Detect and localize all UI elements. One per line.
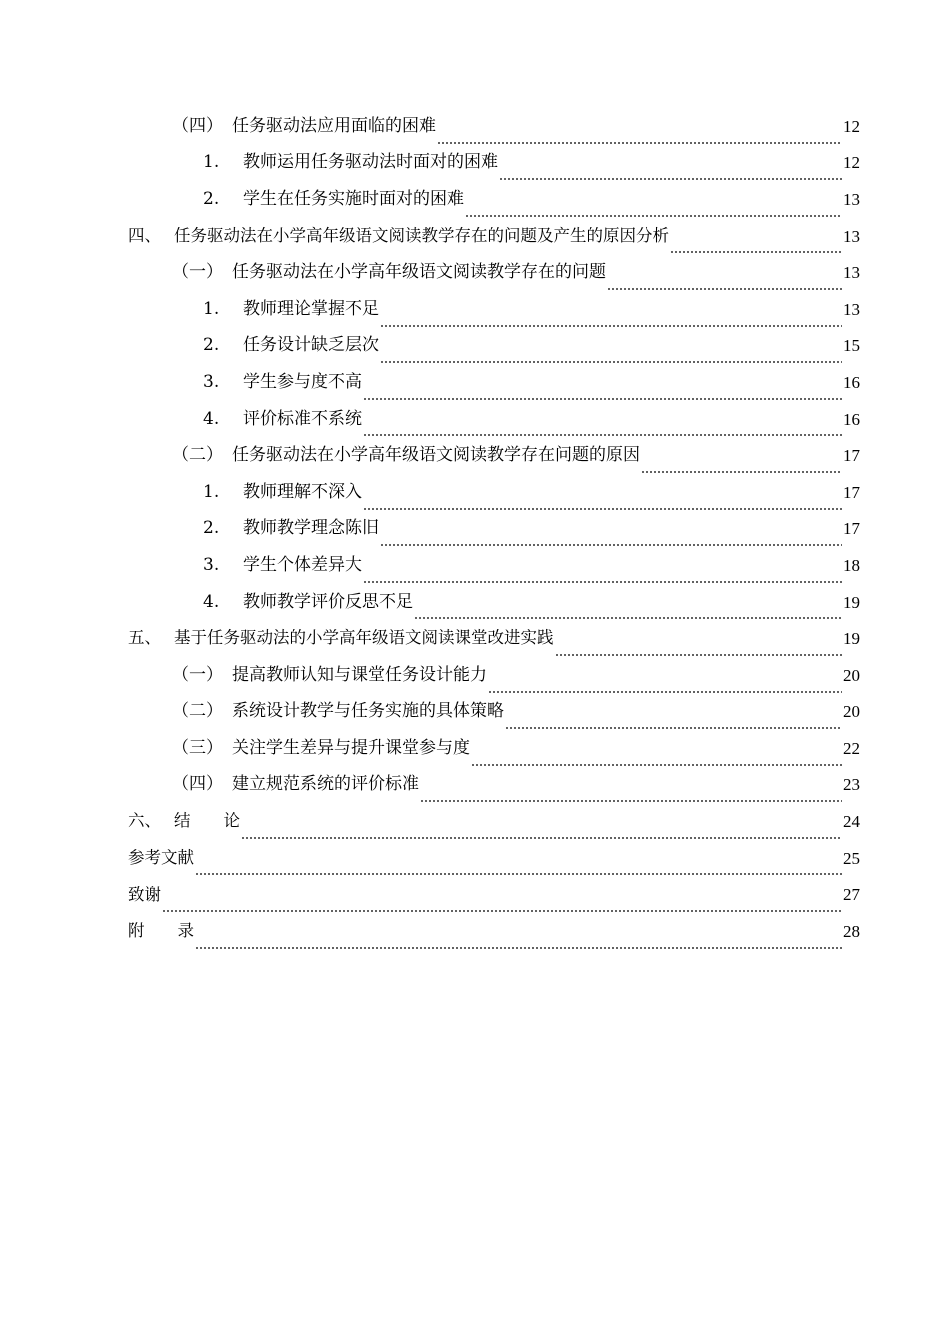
- toc-entry[interactable]: [0, 584, 950, 621]
- toc-entry-number: 2.: [203, 518, 220, 539]
- toc-dot-leader: [437, 129, 842, 145]
- toc-entry-number: 六、: [128, 811, 161, 831]
- toc-entry-number: 四、: [128, 225, 161, 245]
- toc-entry-page: 17: [843, 482, 860, 502]
- toc-entry-number: 2.: [203, 335, 220, 356]
- toc-entry-title: 教师教学理念陈旧: [243, 518, 379, 539]
- toc-entry-title: 任务驱动法在小学高年级语文阅读教学存在的问题: [232, 262, 606, 283]
- toc-entry-page: 13: [843, 263, 860, 283]
- toc-entry[interactable]: [0, 803, 950, 840]
- toc-entry-number: （四）: [172, 774, 223, 795]
- toc-entry[interactable]: [0, 657, 950, 694]
- toc-dot-leader: [414, 604, 842, 620]
- toc-entry-page: 20: [843, 665, 860, 685]
- toc-entry-title: 致谢: [128, 884, 161, 904]
- toc-entry-page: 24: [843, 812, 860, 832]
- toc-entry-number: 3.: [203, 371, 220, 392]
- toc-entry-number: 4.: [203, 591, 220, 612]
- toc-entry[interactable]: [0, 181, 950, 218]
- toc-entry[interactable]: [0, 620, 950, 657]
- toc-dot-leader: [363, 568, 842, 584]
- toc-entry-title: 任务设计缺乏层次: [243, 335, 379, 356]
- toc-entry[interactable]: [0, 694, 950, 731]
- toc-entry-page: 22: [843, 738, 860, 758]
- table-of-contents: [0, 108, 950, 950]
- toc-dot-leader: [499, 165, 842, 181]
- toc-entry-number: 2.: [203, 188, 220, 209]
- toc-entry-number: （四）: [172, 115, 223, 136]
- toc-entry-title: 教师理解不深入: [243, 481, 362, 502]
- toc-entry-title: 基于任务驱动法的小学高年级语文阅读课堂改进实践: [174, 628, 554, 648]
- toc-entry-number: 1.: [203, 152, 220, 173]
- toc-dot-leader: [465, 202, 842, 218]
- toc-dot-leader: [555, 641, 843, 657]
- toc-entry-title: 任务驱动法在小学高年级语文阅读教学存在的问题及产生的原因分析: [174, 225, 669, 245]
- toc-entry-title: 学生参与度不高: [243, 371, 362, 392]
- toc-entry[interactable]: [0, 840, 950, 877]
- toc-entry-page: 12: [843, 153, 860, 173]
- toc-entry[interactable]: [0, 254, 950, 291]
- toc-dot-leader: [607, 275, 842, 291]
- toc-entry-title: 结 论: [174, 811, 240, 831]
- toc-entry-title: 参考文献: [128, 847, 194, 867]
- toc-entry[interactable]: [0, 218, 950, 255]
- toc-dot-leader: [488, 678, 842, 694]
- toc-entry-page: 18: [843, 555, 860, 575]
- toc-dot-leader: [641, 458, 842, 474]
- toc-entry-title: 提高教师认知与课堂任务设计能力: [232, 664, 487, 685]
- toc-entry-title: 评价标准不系统: [243, 408, 362, 429]
- toc-entry-title: 教师教学评价反思不足: [243, 591, 413, 612]
- toc-entry[interactable]: [0, 364, 950, 401]
- toc-entry-number: 3.: [203, 554, 220, 575]
- toc-dot-leader: [363, 421, 842, 437]
- toc-dot-leader: [420, 787, 842, 803]
- toc-entry-page: 17: [843, 519, 860, 539]
- toc-entry-title: 建立规范系统的评价标准: [232, 774, 419, 795]
- toc-dot-leader: [162, 897, 842, 913]
- toc-entry-page: 23: [843, 775, 860, 795]
- toc-entry[interactable]: [0, 547, 950, 584]
- toc-entry-number: （一）: [172, 262, 223, 283]
- toc-entry[interactable]: [0, 291, 950, 328]
- toc-dot-leader: [380, 531, 842, 547]
- toc-entry[interactable]: [0, 108, 950, 145]
- toc-entry-page: 15: [843, 336, 860, 356]
- toc-entry[interactable]: [0, 437, 950, 474]
- toc-entry-page: 19: [843, 629, 860, 649]
- toc-entry-number: （一）: [172, 664, 223, 685]
- toc-entry[interactable]: [0, 730, 950, 767]
- toc-entry-number: 1.: [203, 481, 220, 502]
- toc-dot-leader: [195, 934, 842, 950]
- toc-entry[interactable]: [0, 913, 950, 950]
- toc-dot-leader: [505, 714, 842, 730]
- toc-entry-page: 13: [843, 299, 860, 319]
- toc-entry-title: 学生个体差异大: [243, 554, 362, 575]
- toc-entry[interactable]: [0, 401, 950, 438]
- toc-entry-title: 任务驱动法在小学高年级语文阅读教学存在问题的原因: [232, 445, 640, 466]
- toc-entry-page: 16: [843, 372, 860, 392]
- toc-entry-number: 1.: [203, 298, 220, 319]
- toc-entry-title: 教师运用任务驱动法时面对的困难: [243, 152, 498, 173]
- toc-entry[interactable]: [0, 145, 950, 182]
- toc-entry-number: （二）: [172, 701, 223, 722]
- toc-dot-leader: [380, 312, 842, 328]
- toc-entry-title: 学生在任务实施时面对的困难: [243, 188, 464, 209]
- toc-entry-page: 19: [843, 592, 860, 612]
- toc-entry-page: 16: [843, 409, 860, 429]
- toc-entry-number: 4.: [203, 408, 220, 429]
- toc-dot-leader: [363, 385, 842, 401]
- toc-entry-title: 教师理论掌握不足: [243, 298, 379, 319]
- toc-entry-title: 关注学生差异与提升课堂参与度: [232, 737, 470, 758]
- toc-dot-leader: [471, 751, 842, 767]
- toc-dot-leader: [363, 495, 842, 511]
- toc-dot-leader: [241, 824, 842, 840]
- toc-dot-leader: [380, 348, 842, 364]
- toc-entry[interactable]: [0, 511, 950, 548]
- toc-dot-leader: [195, 860, 842, 876]
- toc-entry-page: 12: [843, 116, 860, 136]
- toc-entry-page: 17: [843, 446, 860, 466]
- toc-entry-number: （三）: [172, 737, 223, 758]
- toc-entry[interactable]: [0, 767, 950, 804]
- toc-entry[interactable]: [0, 328, 950, 365]
- toc-entry-title: 系统设计教学与任务实施的具体策略: [232, 701, 504, 722]
- toc-entry-title: 附 录: [128, 921, 194, 941]
- toc-entry[interactable]: [0, 474, 950, 511]
- toc-entry-number: 五、: [128, 628, 161, 648]
- toc-entry-page: 13: [843, 226, 860, 246]
- toc-entry-page: 20: [843, 702, 860, 722]
- toc-entry-number: （二）: [172, 445, 223, 466]
- toc-entry[interactable]: [0, 876, 950, 913]
- toc-entry-page: 13: [843, 189, 860, 209]
- toc-entry-page: 27: [843, 885, 860, 905]
- toc-entry-page: 28: [843, 921, 860, 941]
- toc-entry-page: 25: [843, 848, 860, 868]
- toc-dot-leader: [670, 238, 842, 254]
- toc-entry-title: 任务驱动法应用面临的困难: [232, 115, 436, 136]
